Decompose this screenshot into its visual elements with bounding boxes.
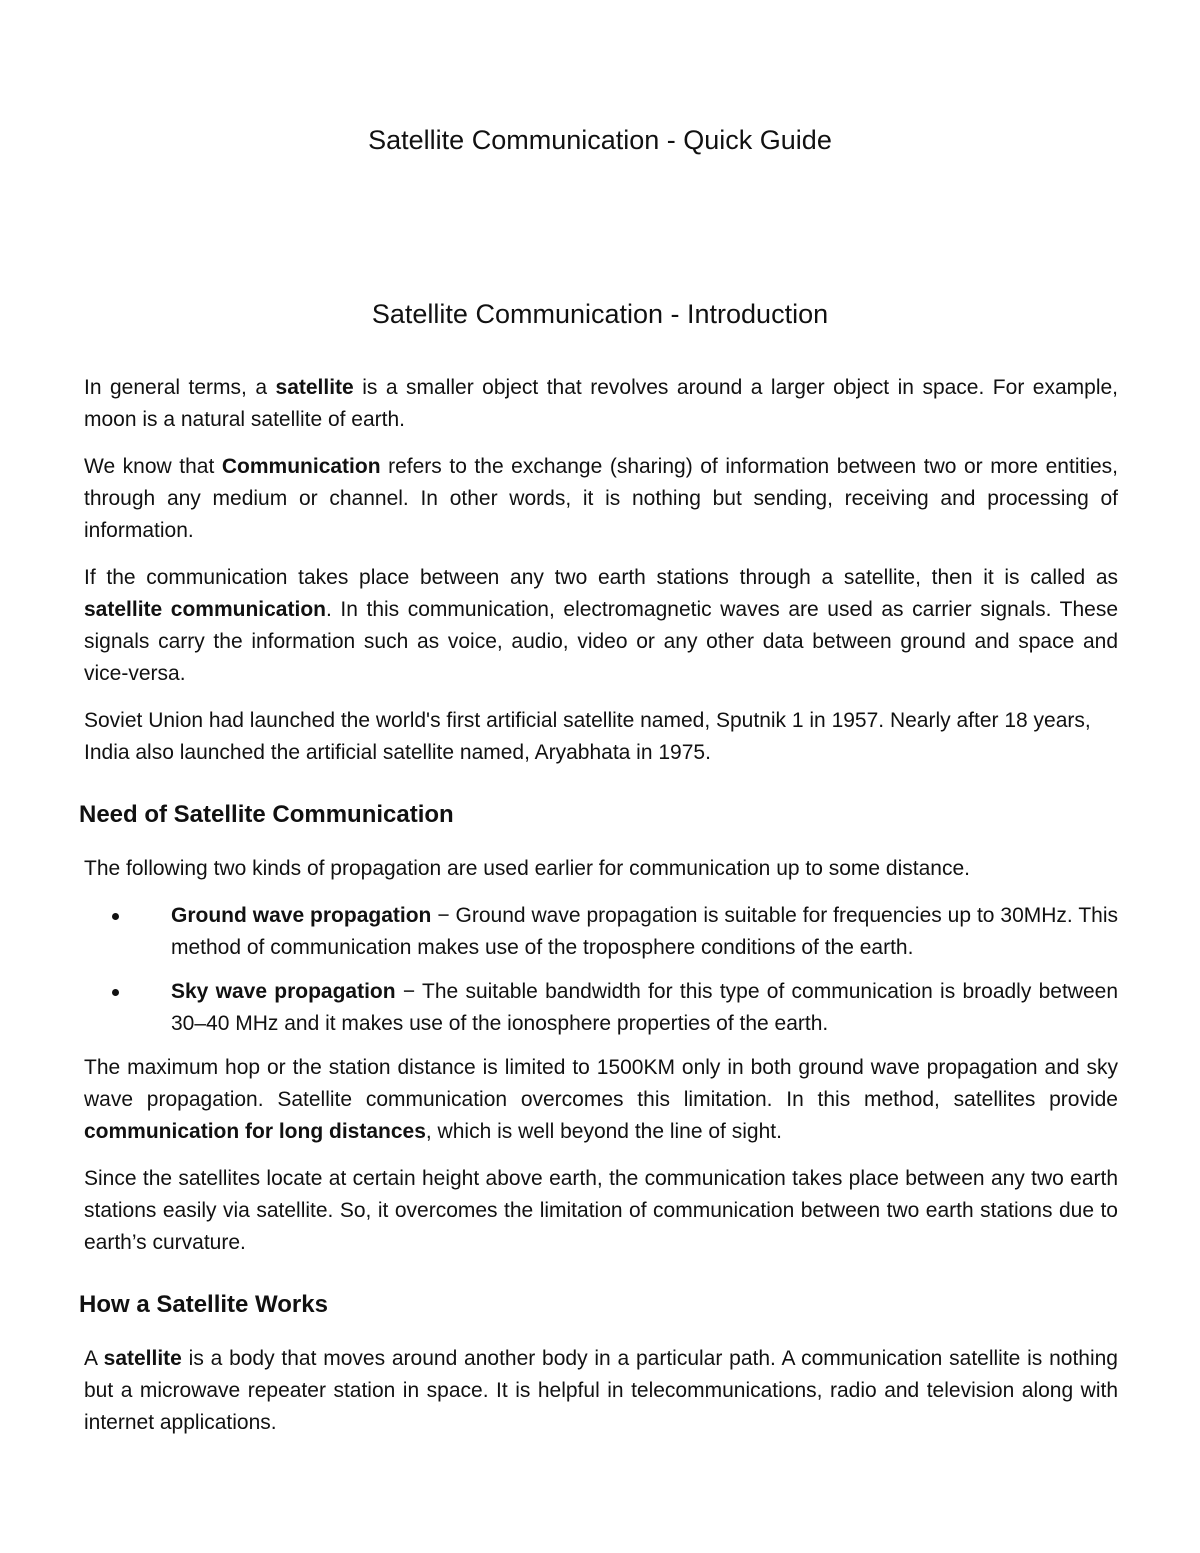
how-heading: How a Satellite Works: [79, 1291, 328, 1318]
intro-paragraph-2: We know that Communication refers to the exchange (sharing) of information between two or more entities, through any medium or channel. In other words, it is nothing but sending, receiving and processing of information.: [84, 455, 1118, 542]
term-communication: Communication: [221, 455, 381, 478]
term-satellite: satellite: [103, 1347, 182, 1370]
term-sky-wave: Sky wave propagation: [171, 980, 396, 1003]
section-title: Satellite Communication - Introduction: [371, 299, 829, 329]
how-paragraph-1: A satellite is a body that moves around another body in a particular path. A communication satellite is nothing but a microwave repeater station in space. It is helpful in telecommunications, radio and television along with internet applications.: [84, 1347, 1118, 1434]
curvature-paragraph: Since the satellites locate at certain height above earth, the communication takes place between any two earth stations easily via satellite. So, it overcomes the limitation of communication between two earth stations due to earth’s curvature.: [84, 1167, 1118, 1254]
list-item: Sky wave propagation − The suitable bandwidth for this type of communication is broadly between 30–40 MHz and it makes use of the ionosphere properties of the earth.: [84, 976, 1118, 1040]
term-ground-wave: Ground wave propagation: [171, 904, 432, 927]
need-lead-paragraph: The following two kinds of propagation are used earlier for communication up to some distance.: [84, 857, 970, 880]
bullet-icon: [112, 913, 119, 920]
intro-paragraph-1: In general terms, a satellite is a smaller object that revolves around a larger object in space. For example, moon is a natural satellite of earth.: [84, 376, 1118, 431]
document-title: Satellite Communication - Quick Guide: [368, 125, 832, 155]
list-item: Ground wave propagation − Ground wave propagation is suitable for frequencies up to 30MHz. This method of communication makes use of the troposphere conditions of the earth.: [84, 900, 1118, 964]
term-long-distances: communication for long distances: [84, 1120, 426, 1143]
document-body: [79, 372, 1119, 1454]
bullet-icon: [112, 989, 119, 996]
hop-paragraph: The maximum hop or the station distance is limited to 1500KM only in both ground wave propagation and sky wave propagation. Satellite communication overcomes this limitation. In this method, satellites provide communication for long distances, which is well beyond the line of sight.: [84, 1056, 1118, 1143]
term-satellite: satellite: [275, 376, 354, 399]
term-satellite-communication: satellite communication: [84, 598, 326, 621]
intro-paragraph-4: Soviet Union had launched the world's first artificial satellite named, Sputnik 1 in 1957. Nearly after 18 years, India also launched the artificial satellite named, Aryabhata in 1975.: [84, 709, 1091, 764]
need-heading: Need of Satellite Communication: [79, 801, 454, 828]
intro-paragraph-3: If the communication takes place between any two earth stations through a satellite, then it is called as satellite communication. In this communication, electromagnetic waves are used as carrier signals. These signals carry the information such as voice, audio, video or any other data between ground and space and vice-versa.: [84, 566, 1118, 685]
propagation-list: [84, 900, 1118, 1040]
